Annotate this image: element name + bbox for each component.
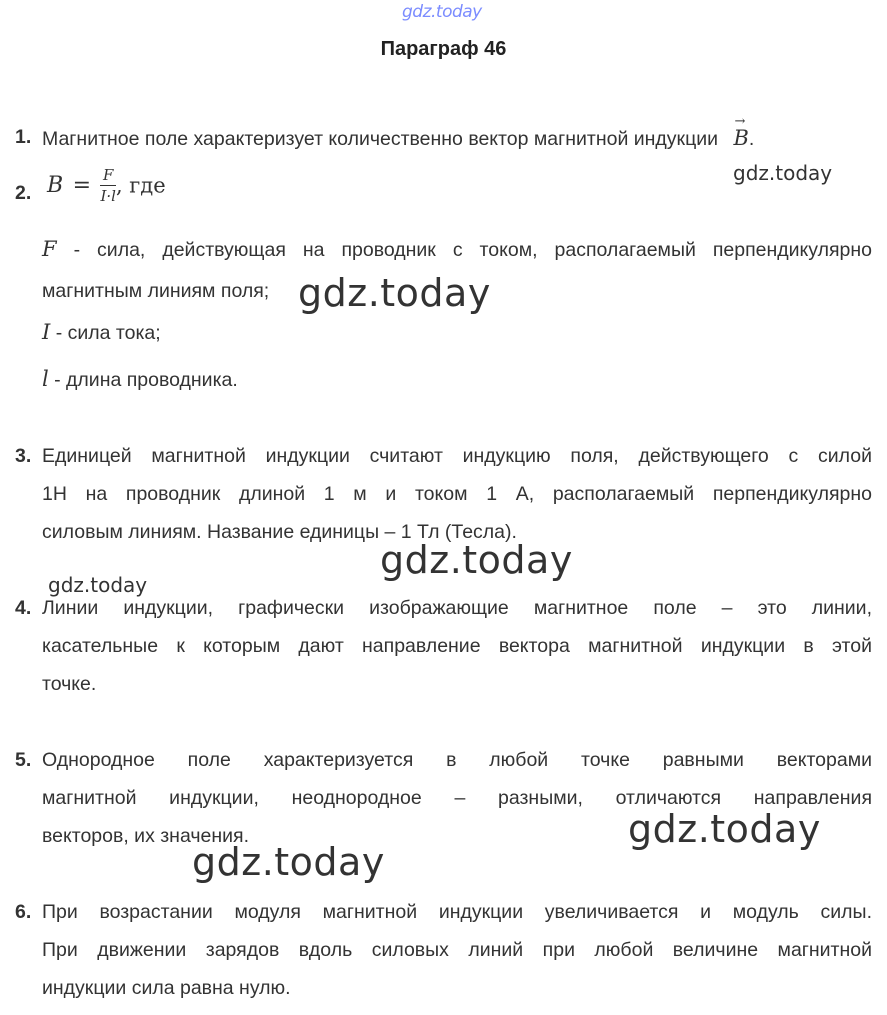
item-4-text (42, 597, 872, 696)
watermark: gdz.today (192, 840, 385, 884)
item-6-text (42, 901, 872, 1000)
item-3-number: 3. (15, 445, 32, 467)
item-3-line: Единицей магнитной индукции считают индукцию поля, действующего с силой (42, 445, 872, 467)
item-6-line: индукции сила равна нулю. (42, 977, 291, 999)
fraction-bar (100, 185, 116, 186)
def-i (42, 320, 161, 345)
watermark: gdz.today (48, 573, 148, 597)
def-f-line1 (42, 237, 872, 262)
item-5-line: Однородное поле характеризуется в любой точке равными векторами (42, 749, 872, 771)
vector-b-symbol: → B (733, 126, 748, 150)
def-f-symbol: F (42, 237, 57, 261)
item-4-line: Линии индукции, графически изображающие магнитное поле – это линии, (42, 597, 872, 619)
formula-fraction (100, 166, 116, 205)
item-4-line: точке. (42, 673, 97, 695)
item-1-text-body: Магнитное поле характеризует количественно вектор магнитной индукции (42, 128, 719, 150)
def-l (42, 367, 238, 392)
def-f-text: - сила, действующая на проводник с током, располагаемый перпендикулярно (73, 239, 872, 261)
formula-where: , где (115, 173, 166, 198)
watermark: gdz.today (733, 161, 833, 185)
item-1-text (42, 126, 754, 151)
def-i-symbol: I (42, 320, 51, 344)
item-4-line: касательные к которым дают направление вектора магнитной индукции в этой (42, 635, 872, 657)
item-5-number: 5. (15, 749, 32, 771)
watermark: gdz.today (628, 807, 821, 851)
item-1-period: . (748, 128, 755, 150)
item-2-number: 2. (15, 182, 32, 204)
page-title: Параграф 46 (380, 38, 507, 60)
item-1-number: 1. (15, 126, 32, 148)
watermark: gdz.today (298, 271, 491, 315)
item-6-line: При возрастании модуля магнитной индукции увеличивается и модуль силы. (42, 901, 872, 923)
formula-lhs: B (47, 173, 64, 198)
fraction-numerator: F (102, 166, 114, 184)
item-3-text (42, 445, 872, 544)
formula-b (47, 166, 166, 205)
item-5-line: магнитной индукции, неоднородное – разными, отличаются направления (42, 787, 872, 809)
formula-equals: = (72, 173, 92, 198)
def-l-symbol: l (42, 367, 49, 391)
def-l-text: - длина проводника. (54, 369, 238, 391)
item-3-line: 1Н на проводник длиной 1 м и током 1 А, располагаемый перпендикулярно (42, 483, 872, 505)
item-4-number: 4. (15, 597, 32, 619)
item-6-number: 6. (15, 901, 32, 923)
item-6-line: При движении зарядов вдоль силовых линий при любой величине магнитной (42, 939, 872, 961)
item-5-line: векторов, их значения. (42, 825, 250, 847)
fraction-denominator: I·l (100, 187, 116, 205)
def-i-text: - сила тока; (55, 322, 161, 344)
watermark: gdz.today (380, 538, 573, 582)
site-logo[interactable]: gdz.today (402, 2, 482, 22)
def-f-line2: магнитным линиям поля; (42, 280, 270, 302)
item-3-line: силовым линиям. Название единицы – 1 Тл (Тесла). (42, 521, 517, 543)
